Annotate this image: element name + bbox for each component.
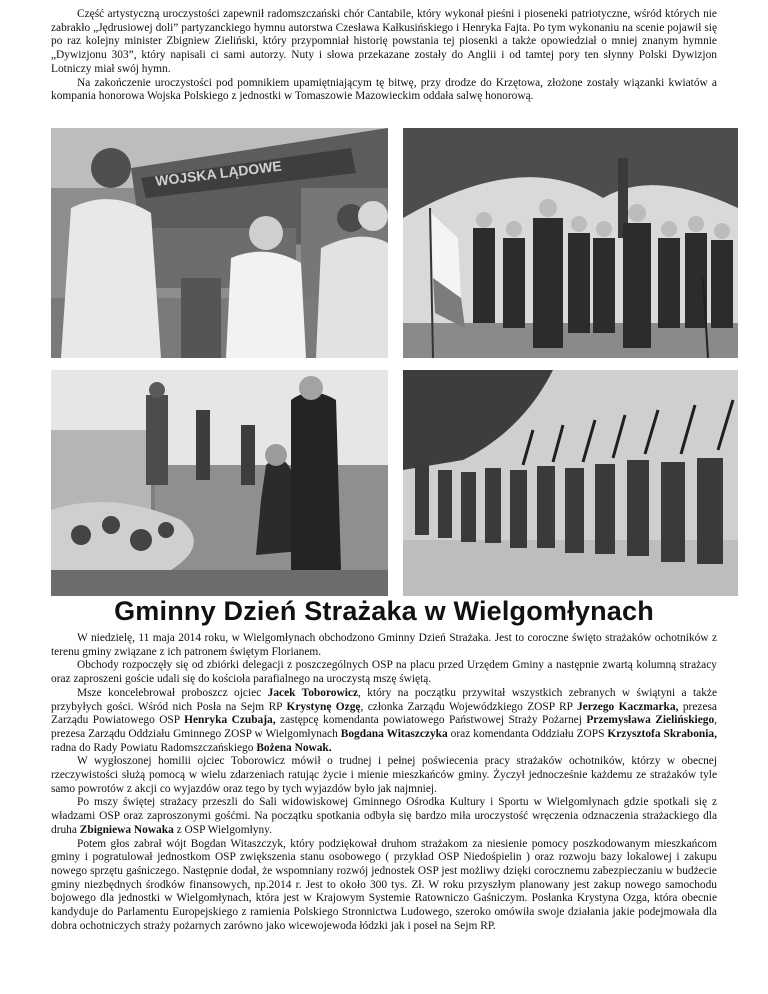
- photo-choir-with-flag: [403, 128, 738, 358]
- text-run: , prezesa Zarządu Oddziału Gminnego ZOSP w Wielgomłynach: [51, 714, 717, 740]
- text-run: , który na początku przywitał wszystkich zebranych w świątyni a także przybyłych gości. Wśród nich Posła na Sejm RP: [51, 686, 718, 713]
- article-title: Gminny Dzień Strażaka w Wielgomłynach: [114, 596, 654, 626]
- text-run: oraz komendanta Oddziału ZOPS: [447, 727, 608, 740]
- text-run: prezesa Zarządu Powiatowego OSP: [51, 700, 717, 727]
- text-run: , członka Zarządu Wojewódzkiego ZOSP RP: [360, 700, 577, 713]
- article-paragraph-5: [51, 796, 717, 837]
- tent-banner-text: WOJSKA LĄDOWE: [154, 157, 283, 189]
- guest-name: Bogdana Witaszczyka: [340, 727, 448, 740]
- article-paragraph-4: W wygłoszonej homilii ojciec Toborowicz mówił o trudnej i pełnej poświecenia pracy strażaków ochotników, którzy w obecnej rzeczywistości służą pomocą w wielu zdarzeniach ratując życie i mienie mieszkańców gminy. Życzył jednocześnie każdemu ze strażaków tyle samo powrotów z akcji co wyjazdów oraz tego by tych wyjazdów było jak najmniej.: [51, 755, 717, 795]
- article-paragraph-6: Potem głos zabrał wójt Bogdan Witaszczyk, który podziękował druhom strażakom za niesienie pomocy poszkodowanym mieszkańcom gminy i pogratulował jednostkom OSP zwiększenia stanu osobowego ( przykład OSP Niedośpielin ) oraz rozwoju bazy lokalowej i zakupu nowego sprzętu gaśniczego. Następnie dodał, że wspomniany rozwój jednostek OSP jest możliwy dzięki corocznemu zabezpieczaniu w budżecie gminy niezbędnych środków finansowych, np.2014 r. Jest to około 300 tys. Zł. W roku przyszłym planowany jest zakup nowego samochodu bojowego dla jednostki w Wielgomłynach, która jest w Krajowym Systemie Ratowniczo Gaśniczym. Posłanka Krystyna Ozga, która obecnie kandyduje do Parlamentu Europejskiego z ramienia Polskiego Stronnictwa Ludowego, szeroko omówiła swoje działania jakie podejmowała dla dobra ochotniczych straży pożarnych zarówno jako wicewojewoda łódzki jak i poseł na Sejm RP.: [51, 837, 717, 932]
- intro-paragraph-wreaths: Na zakończenie uroczystości pod pomnikiem upamiętniającym tę bitwę, przy drodze do Krzętowa, złożone zostały wiązanki kwiatów a kompania honorowa Wojska Polskiego z jednostki w Tomaszowie Mazowieckim oddała salwę honorową.: [51, 76, 717, 103]
- text-run: Po mszy świętej strażacy przeszli do Sali widowiskowej Gminnego Ośrodka Kultury i Sportu w Wielgomłynach gdzie spotkali się z władzami OSP oraz zaproszonymi gośćmi. Na początku spotkania odbyła się bardzo miła uroczystość wręczenia odznaczenia strażackiego dla druha: [51, 796, 717, 836]
- intro-text: [51, 8, 717, 104]
- photo-honour-guard-salute: [403, 370, 738, 596]
- guest-name: Krzysztofa Skrabonia,: [607, 727, 717, 740]
- text-run: radna do Rady Powiatu Radomszczańskiego: [51, 741, 257, 754]
- guest-name: Przemysława Zielińskiego: [586, 714, 715, 727]
- intro-paragraph-choir: Część artystyczną uroczystości zapewnił radomszczański chór Cantabile, który wykonał pieśni i pioseneki patriotyczne, wśród których nie zabrakło „Jędrusiowej doli” partyzanckiego hymnu autorstwa Czesława Kałkusińskiego i Henryka Fajta. Po tym wykonaniu na scenie pojawił się po raz kolejny minister Zbigniew Zieliński, który przypomniał historię powstania tej piosenki a także opowiedział o mniej znanym hymnie „Dywizjonu 303”, który napisali ci sami autorzy. Nuty i słowa przekazane zostały do Anglii i od tamtej pory ten słynny Polski Dywizjon Lotniczy miał swój hymn.: [51, 8, 717, 75]
- article-paragraph-3: [51, 687, 717, 756]
- text-run: z OSP Wielgomłyny.: [173, 823, 272, 836]
- guest-name: Krystynę Ozgę: [286, 700, 361, 713]
- article-paragraph-1: W niedzielę, 11 maja 2014 roku, w Wielgomłynach obchodzono Gminny Dzień Strażaka. Jest to coroczne święto strażaków ochotników z terenu gminy związane z ich patronem świętym Florianem.: [51, 632, 717, 658]
- article-paragraph-2: Obchody rozpoczęły się od zbiórki delegacji z poszczególnych OSP na placu przed Urzędem Gminy a następnie zwartą kolumną strażacy oraz zaproszeni goście udali się do kościoła parafialnego na uroczystą mszę świętą.: [51, 659, 717, 686]
- guest-name: Bożena Nowak.: [256, 741, 332, 754]
- photo-military-tent-exhibition: [51, 128, 388, 358]
- photo-wreath-laying-monument: [51, 370, 388, 596]
- honoree-name: Zbigniewa Nowaka: [79, 823, 174, 836]
- text-run: zastępcę komendanta powiatowego Państwowej Straży Pożarnej: [275, 714, 587, 727]
- guest-name: Jacek Toborowicz: [267, 686, 359, 699]
- guest-name: Jerzego Kaczmarka,: [576, 700, 679, 713]
- article-body: [51, 632, 717, 933]
- guest-name: Henryka Czubaja,: [184, 714, 276, 727]
- text-run: Msze koncelebrował proboszcz ojciec: [77, 686, 268, 699]
